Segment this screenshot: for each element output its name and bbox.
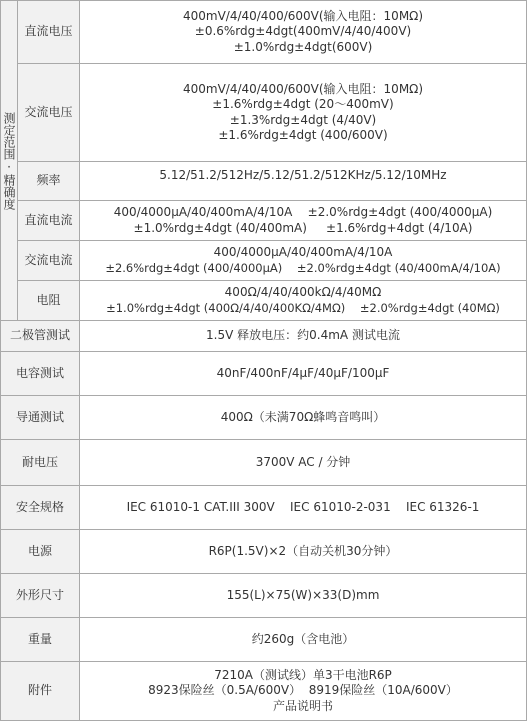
row-label-power — [1, 530, 79, 573]
row-label-capacitance-test — [1, 352, 79, 395]
label-text: 重量 — [27, 631, 52, 646]
value-line: 155(L)×75(W)×33(D)mm — [226, 587, 380, 602]
row-label-ac-current — [18, 241, 79, 280]
label-text: 直流电流 — [24, 212, 73, 227]
value-line: ±1.0%rdg±4dgt (40/400mA) ±1.6%rdg+4dgt (4/10A) — [133, 220, 473, 235]
row-divider — [17, 161, 527, 162]
row-label-dimensions — [1, 574, 79, 617]
label-text: 交流电流 — [24, 252, 73, 267]
value-line: 5.12/51.2/512Hz/5.12/51.2/512KHz/5.12/10MHz — [159, 168, 447, 182]
measurement-group-text: 测定范围·精确度 — [2, 111, 16, 210]
label-text: 导通测试 — [15, 409, 64, 424]
row-value-power — [80, 530, 526, 573]
row-divider — [0, 351, 527, 352]
label-text: 电阻 — [36, 292, 61, 307]
row-value-withstand-voltage — [80, 440, 526, 485]
value-line: ±1.0%rdg±4dgt (400Ω/4/40/400KΩ/4MΩ) ±2.0%rdg±4dgt (40MΩ) — [106, 300, 500, 315]
row-value-resistance — [80, 281, 526, 320]
column-divider — [79, 0, 80, 721]
value-line: 400mV/4/40/400/600V(输入电阻：10MΩ) — [182, 8, 424, 23]
value-line: 8923保险丝（0.5A/600V） 8919保险丝（10A/600V） — [148, 683, 458, 698]
row-label-weight — [1, 618, 79, 661]
row-label-dc-current — [18, 201, 79, 240]
row-value-diode-test — [80, 321, 526, 351]
label-text: 二极管测试 — [9, 328, 70, 343]
label-text: 直流电压 — [24, 24, 73, 39]
label-text: 电容测试 — [15, 365, 64, 380]
row-value-capacitance-test — [80, 352, 526, 395]
row-label-resistance — [18, 281, 79, 320]
value-line: 7210A（测试线）单3干电池R6P — [214, 667, 392, 682]
row-value-continuity-test — [80, 396, 526, 439]
label-text: 耐电压 — [21, 454, 58, 469]
row-divider — [0, 439, 527, 440]
value-line: 400mV/4/40/400/600V(输入电阻：10MΩ) — [182, 81, 424, 96]
row-label-dc-voltage — [18, 1, 79, 63]
label-text: 交流电压 — [24, 104, 73, 119]
row-label-frequency — [18, 162, 79, 200]
value-line: ±0.6%rdg±4dgt(400mV/4/40/400V) — [194, 24, 412, 39]
row-label-ac-voltage — [18, 64, 79, 161]
value-line: IEC 61010-1 CAT.III 300V IEC 61010-2-031 IEC 61326-1 — [126, 499, 480, 514]
value-line: 400Ω（未满70Ω蜂鸣音鸣叫） — [220, 409, 386, 424]
label-text: 附件 — [27, 683, 52, 698]
value-line: R6P(1.5V)×2（自动关机30分钟） — [208, 543, 398, 558]
value-line: 40nF/400nF/4μF/40μF/100μF — [216, 365, 390, 380]
row-label-accessories — [1, 662, 79, 720]
row-divider — [17, 200, 527, 201]
row-divider — [17, 63, 527, 64]
value-line: 400/4000μA/40/400mA/4/10A — [213, 245, 393, 259]
value-line: ±1.3%rdg±4dgt (4/40V) — [229, 112, 377, 127]
row-label-safety-standard — [1, 486, 79, 529]
value-line: ±1.6%rdg±4dgt (20～400mV) — [212, 97, 394, 111]
row-value-accessories — [80, 662, 526, 720]
label-text: 频率 — [36, 173, 61, 188]
row-divider — [17, 280, 527, 281]
row-label-continuity-test — [1, 396, 79, 439]
row-value-safety-standard — [80, 486, 526, 529]
row-value-weight — [80, 618, 526, 661]
label-text: 外形尺寸 — [15, 587, 64, 602]
row-divider — [17, 240, 527, 241]
value-line: ±1.0%rdg±4dgt(600V) — [233, 39, 373, 54]
row-divider — [0, 395, 527, 396]
row-divider — [0, 573, 527, 574]
row-value-dc-current — [80, 201, 526, 240]
value-line: 400Ω/4/40/400kΩ/4/40MΩ — [224, 285, 382, 299]
table-border-left — [0, 0, 1, 721]
row-value-dimensions — [80, 574, 526, 617]
row-value-ac-current — [80, 241, 526, 280]
value-line: ±2.6%rdg±4dgt (400/4000μA) ±2.0%rdg±4dgt (40/400mA/4/10A) — [105, 260, 501, 275]
label-text: 电源 — [27, 543, 52, 558]
value-line: 1.5V 释放电压：约0.4mA 测试电流 — [206, 328, 400, 343]
measurement-group-label — [1, 1, 17, 320]
row-value-dc-voltage — [80, 1, 526, 63]
row-label-diode-test — [1, 321, 79, 351]
row-value-ac-voltage — [80, 64, 526, 161]
row-divider — [0, 529, 527, 530]
value-line: 400/4000μA/40/400mA/4/10A ±2.0%rdg±4dgt (400/4000μA) — [113, 205, 493, 219]
value-line: 约260g（含电池） — [251, 631, 355, 646]
value-line: 3700V AC / 分钟 — [255, 454, 351, 469]
label-text: 安全规格 — [15, 499, 64, 514]
row-divider — [0, 617, 527, 618]
row-divider — [0, 320, 527, 321]
row-divider — [0, 661, 527, 662]
row-divider — [0, 485, 527, 486]
row-label-withstand-voltage — [1, 440, 79, 485]
row-value-frequency — [80, 162, 526, 200]
value-line: ±1.6%rdg±4dgt (400/600V) — [218, 128, 388, 142]
value-line: 产品说明书 — [272, 698, 333, 713]
